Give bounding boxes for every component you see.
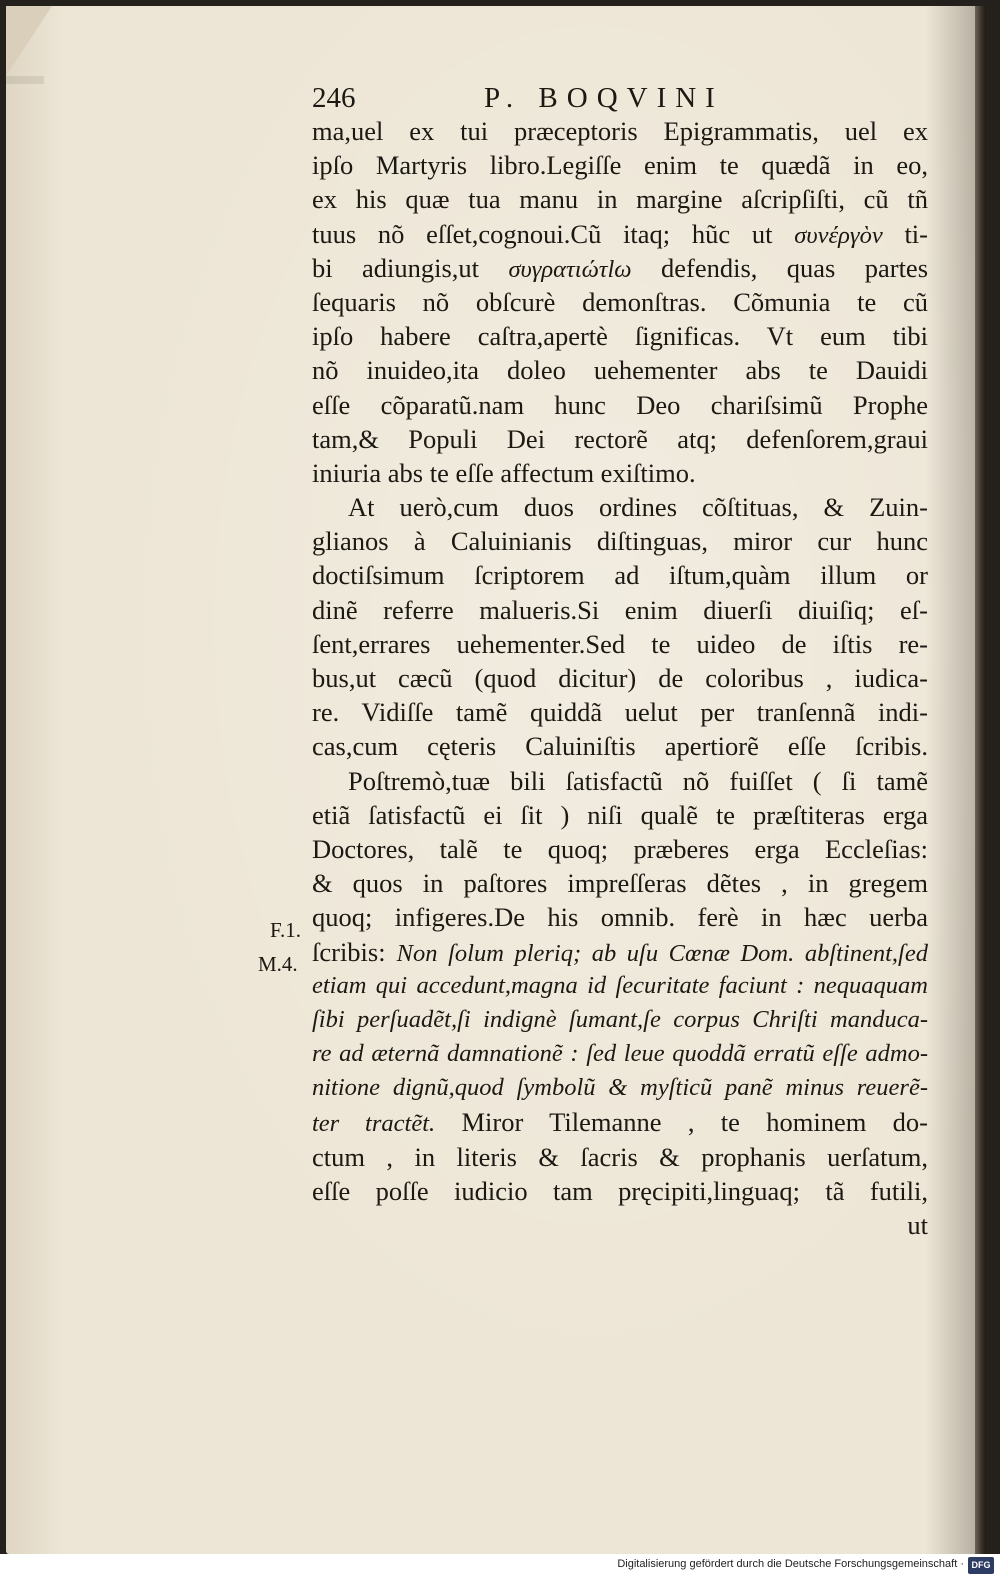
text-line: eſſe poſſe iudicio tam pręcipiti,linguaq; tã futili,	[312, 1175, 928, 1206]
text-line: tam,& Populi Dei rectorẽ atq; defenſorem,graui	[312, 423, 928, 454]
text-line: etiã ſatisfactũ ei ſit ) niſi qualẽ te præſtiteras erga	[312, 799, 928, 830]
text-line: ma,uel ex tui præceptoris Epigrammatis, uel ex	[312, 116, 928, 146]
text-line: dinẽ referre malueris.Si enim diuerſi diuiſiq; eſ-	[312, 594, 928, 625]
text-line: ipſo habere caſtra,apertè ſignificas. Vt eum tibi	[312, 321, 928, 352]
text-line: ex his quæ tua manu in margine aſcripſiſti, cũ tñ	[312, 184, 928, 215]
text-line: Doctores, talẽ te quoq; præberes erga Eccleſias:	[312, 833, 928, 864]
text-line: nõ inuideo,ita doleo uehementer abs te Dauidi	[312, 355, 928, 386]
page-number: 246	[312, 82, 356, 114]
line-segment: bi adiungis,ut	[312, 252, 509, 283]
text-line: Poſtremò,tuæ bili ſatisfactũ nõ fuiſſet ( ſi tamẽ	[348, 765, 928, 796]
margin-note: F.1.	[270, 918, 301, 942]
text-line	[312, 1105, 928, 1139]
running-title: P. BOQVINI	[484, 82, 724, 114]
quotation-italic: ter tractẽt.	[312, 1110, 436, 1138]
text-line: ſent,errares uehementer.Sed te uideo de iſtis re-	[312, 628, 928, 659]
text-line: re. Vidiſſe tamẽ quiddã uelut per tranſennã indi-	[312, 697, 928, 728]
line-segment: Miror Tilemanne , te hominem do-	[435, 1107, 928, 1138]
text-line: eſſe cõparatũ.nam hunc Deo chariſsimũ Prophe	[312, 389, 928, 420]
text-line	[312, 935, 928, 969]
dfg-logo: DFG	[968, 1557, 994, 1574]
quotation-line: nitione dignũ,quod ſymbolũ & myſticũ panẽ minus reuerẽ-	[312, 1074, 928, 1102]
folded-corner-shadow	[6, 76, 44, 84]
quotation-line: ſibi perſuadẽt,ſi indignè ſumant,ſe corpus Chriſti manduca-	[312, 1005, 928, 1033]
text-line: ipſo Martyris libro.Legiſſe enim te quædã in eo,	[312, 150, 928, 181]
text-line: glianos à Caluinianis diſtinguas, miror cur hunc	[312, 526, 928, 557]
line-segment: ti-	[882, 218, 928, 249]
text-line: cas,cum cęteris Caluiniſtis apertiorẽ eſſe ſcribis.	[312, 731, 928, 762]
greek-word: συγρατιώτlω	[508, 255, 632, 283]
text-line: bus,ut cæcũ (quod dicitur) de coloribus , iudica-	[312, 663, 928, 693]
greek-word: συνέργὸν	[794, 221, 883, 249]
catchword: ut	[907, 1210, 928, 1240]
text-line: ſequaris nõ obſcurè demonſtras. Cõmunia te cũ	[312, 286, 928, 317]
body-text	[312, 114, 928, 1242]
line-segment: ſcribis:	[312, 936, 397, 967]
text-line	[312, 251, 928, 285]
text-line: At uerò,cum duos ordines cõſtituas, & Zuin-	[348, 492, 928, 523]
folded-corner	[6, 6, 52, 76]
text-line: & quos in paſtores impreſſeras dẽtes , in gregem	[312, 868, 928, 899]
quotation-line: etiam qui accedunt,magna id ſecuritate faciunt : nequaquam	[312, 971, 928, 999]
margin-note: M.4.	[258, 952, 298, 976]
digitization-credit: Digitalisierung gefördert durch die Deutsche Forschungsgemeinschaft ·	[617, 1558, 964, 1570]
page-header	[312, 82, 928, 118]
quotation-italic: Non ſolum pleriq; ab uſu Cœnæ Dom. abſtinent,ſed	[396, 939, 928, 967]
quotation-line: re ad æternã damnationẽ : ſed leue quoddã erratũ eſſe admo-	[312, 1040, 928, 1068]
text-line: iniuria abs te eſſe affectum exiſtimo.	[312, 457, 696, 488]
text-line: doctiſsimum ſcriptorem ad iſtum,quàm illum or	[312, 560, 928, 591]
text-line: quoq; infigeres.De his omnib. ferè in hæc uerba	[312, 902, 928, 933]
page-gutter-edge	[975, 6, 986, 1554]
text-line: ctum , in literis & ſacris & prophanis uerſatum,	[312, 1141, 928, 1172]
line-segment: defendis, quas partes	[631, 252, 928, 283]
line-segment: tuus nõ eſſet,cognoui.Cũ itaq; hũc ut	[312, 218, 795, 249]
text-line	[312, 217, 928, 251]
